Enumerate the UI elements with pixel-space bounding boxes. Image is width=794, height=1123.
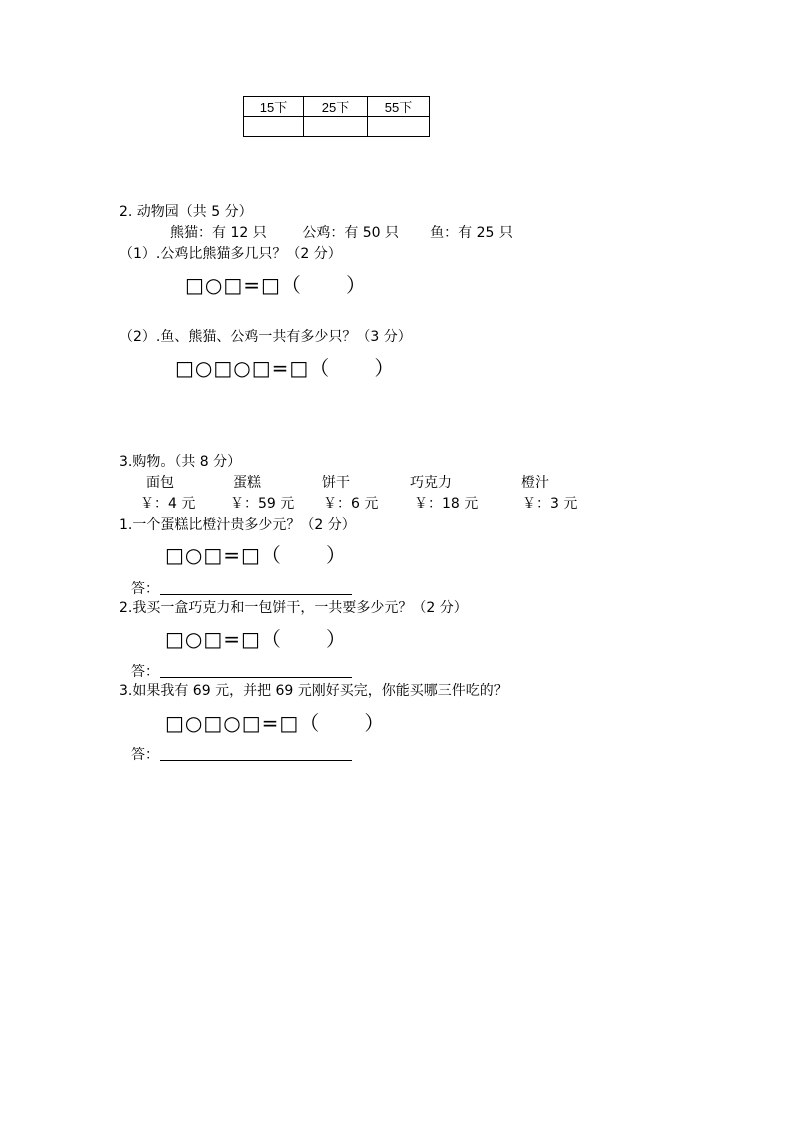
table-row [244, 97, 430, 117]
section2-title: 2. 动物园（共 5 分） [119, 204, 253, 220]
table-cell[interactable] [368, 117, 430, 137]
item-chocolate: 巧克力 [410, 475, 452, 491]
item-cake: 蛋糕 [233, 475, 261, 491]
table-header-cell: 25下 [304, 97, 368, 117]
table-row [244, 117, 430, 137]
section3-equation-2[interactable]: □○□=□（ ） [165, 627, 348, 651]
section3-equation-1[interactable]: □○□=□（ ） [165, 543, 348, 567]
price-cake: ￥：59 元 [230, 496, 295, 512]
price-chocolate: ￥：18 元 [414, 496, 479, 512]
table-header-cell: 55下 [368, 97, 430, 117]
item-biscuit: 饼干 [322, 475, 350, 491]
section3-title: 3.购物。（共 8 分） [119, 454, 242, 470]
section2-animals: 熊猫：有 12 只 公鸡：有 50 只 鱼：有 25 只 [170, 225, 513, 241]
section2-question-2: （2）.鱼、熊猫、公鸡一共有多少只？（3 分） [119, 329, 412, 345]
section3-question-3: 3.如果我有 69 元，并把 69 元刚好买完，你能买哪三件吃的？ [119, 683, 508, 699]
section3-equation-3[interactable]: □○□○□=□（ ） [165, 711, 386, 735]
item-bread: 面包 [146, 475, 174, 491]
table-cell[interactable] [244, 117, 304, 137]
answer-label: 答： [131, 664, 159, 680]
section3-question-2: 2.我买一盒巧克力和一包饼干，一共要多少元？（2 分） [119, 600, 468, 616]
answer-label: 答： [131, 747, 159, 763]
answer-line-2[interactable] [160, 677, 352, 678]
answer-label: 答： [131, 581, 159, 597]
answer-line-3[interactable] [160, 760, 352, 761]
price-juice: ￥：3 元 [522, 496, 578, 512]
price-biscuit: ￥：6 元 [323, 496, 379, 512]
answer-line-1[interactable] [160, 594, 352, 595]
score-table [243, 96, 430, 137]
section2-equation-2[interactable]: □○□○□=□（ ） [175, 356, 396, 380]
section3-question-1: 1.一个蛋糕比橙汁贵多少元？（2 分） [119, 517, 356, 533]
table-header-cell: 15下 [244, 97, 304, 117]
section2-equation-1[interactable]: □○□=□（ ） [185, 273, 368, 297]
section2-question-1: （1）.公鸡比熊猫多几只？（2 分） [119, 246, 342, 262]
table-cell[interactable] [304, 117, 368, 137]
item-juice: 橙汁 [521, 475, 549, 491]
price-bread: ￥：4 元 [140, 496, 196, 512]
